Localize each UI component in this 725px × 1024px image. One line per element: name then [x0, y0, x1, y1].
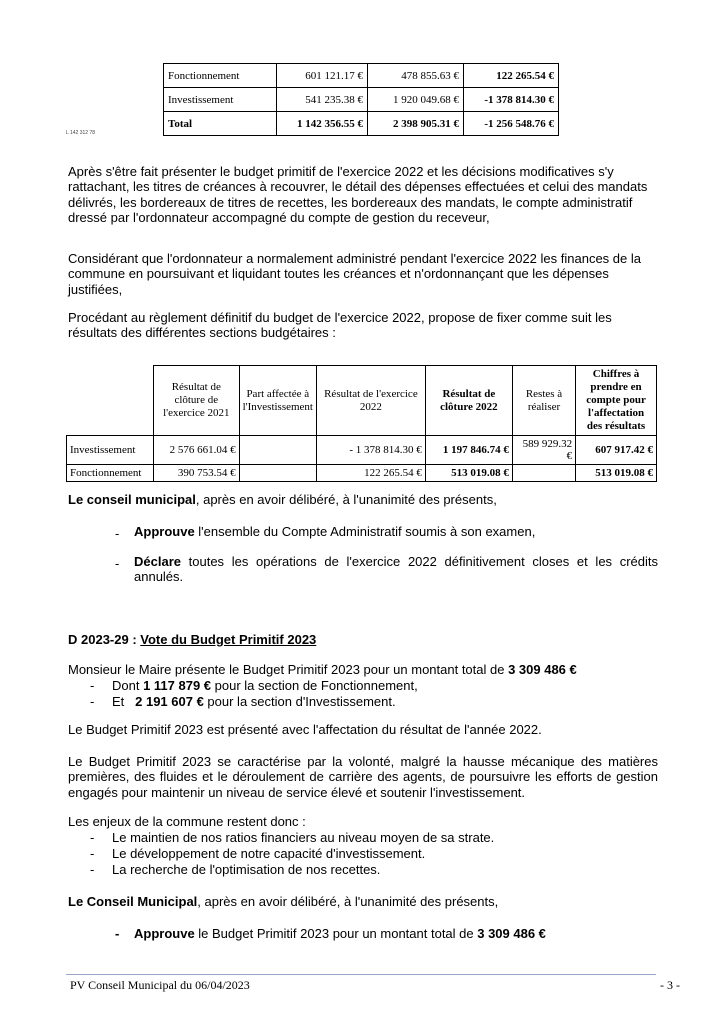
budget-item-amount: 1 117 879 € [143, 678, 212, 693]
table-cell: 1 197 846.74 € [425, 436, 512, 465]
table-header-row [67, 366, 657, 436]
dash-bullet: - [115, 556, 120, 571]
budget-item-text: pour la section d'Investissement. [203, 694, 396, 709]
table-cell: 513 019.08 € [576, 465, 657, 482]
budget-intro [68, 662, 658, 677]
paragraph-procedant: Procédant au règlement définitif du budget de l'exercice 2022, propose de fixer comme suit les résultats des différentes sections budgétaires : [68, 310, 612, 341]
paragraph-considerant: Considérant que l'ordonnateur a normalement administré pendant l'exercice 2022 les finances de la commune en poursuivant et liquidant toutes les créances et n'ordonnançant que les dépenses justifiées, [68, 251, 641, 297]
decision-bold: Déclare [134, 554, 181, 569]
enjeu-item: Le maintien de nos ratios financiers au niveau moyen de sa strate. [112, 830, 495, 845]
enjeu-item: La recherche de l'optimisation de nos recettes. [112, 862, 381, 877]
decision-approuve-budget [134, 926, 546, 941]
table-cell: -1 378 814.30 € [464, 88, 559, 112]
table-cell: 1 920 049.68 € [368, 88, 464, 112]
council-statement-2 [68, 894, 658, 909]
table-cell: 2 398 905.31 € [368, 112, 464, 136]
paragraph-caracterise: Le Budget Primitif 2023 se caractérise par la volonté, malgré la hausse mécanique des matières premières, des fluides et le déroulement de carrière des agents, de poursuivre les efforts de gestion engagés pour maintenir un niveau de service élevé et soutenir l'investissement. [68, 754, 658, 800]
table-cell: 478 855.63 € [368, 64, 464, 88]
summary-table [163, 63, 559, 136]
total-row [164, 112, 559, 136]
table-cell: -1 256 548.76 € [464, 112, 559, 136]
dash-bullet: - [90, 830, 95, 845]
header-empty [67, 366, 154, 436]
decision-text: toutes les opérations de l'exercice 2022 définitivement closes et les crédits annulés. [134, 554, 658, 585]
header-cell: Résultat de clôture de l'exercice 2021 [153, 366, 239, 436]
section-id: D 2023-29 : [68, 632, 141, 647]
decision-approuve [134, 524, 658, 539]
table-cell: 607 917.42 € [576, 436, 657, 465]
table-cell [512, 465, 575, 482]
dash-bullet: - [90, 862, 95, 877]
section-title: Vote du Budget Primitif 2023 [140, 632, 317, 647]
section-heading [68, 632, 658, 647]
row-label: Fonctionnement [67, 465, 154, 482]
decision-bold: Approuve [134, 524, 195, 539]
decision-bold: Approuve [134, 926, 195, 941]
table-cell: 541 235.38 € [277, 88, 368, 112]
budget-total: 3 309 486 € [508, 662, 577, 677]
dash-bullet: - [90, 846, 95, 861]
row-label: Investissement [67, 436, 154, 465]
table-row [164, 88, 559, 112]
enjeu-item: Le développement de notre capacité d'investissement. [112, 846, 426, 861]
decision-text: le Budget Primitif 2023 pour un montant total de [194, 926, 478, 941]
council-bold: Le conseil municipal [68, 492, 196, 507]
table-cell: 1 142 356.55 € [277, 112, 368, 136]
council-statement-1 [68, 492, 658, 507]
table-row [164, 64, 559, 88]
header-cell: Résultat de clôture 2022 [425, 366, 512, 436]
council-text: , après en avoir délibéré, à l'unanimité des présents, [195, 492, 497, 507]
table-cell: 601 121.17 € [277, 64, 368, 88]
table-cell: 122 265.54 € [464, 64, 559, 88]
budget-item [112, 678, 418, 693]
dash-bullet: - [90, 694, 95, 709]
table-cell: 589 929.32 € [512, 436, 575, 465]
dash-bullet: - [115, 926, 120, 941]
decision-text: l'ensemble du Compte Administratif soumis à son examen, [194, 524, 536, 539]
budget-item-amount: 2 191 607 € [135, 694, 204, 709]
table-cell [239, 436, 316, 465]
table-cell [239, 465, 316, 482]
header-cell: Part affectée à l'Investissement [239, 366, 316, 436]
budget-item-text: pour la section de Fonctionnement, [211, 678, 418, 693]
table-cell: - 1 378 814.30 € [317, 436, 426, 465]
dash-bullet: - [90, 678, 95, 693]
header-cell: Restes à réaliser [512, 366, 575, 436]
row-label: Fonctionnement [164, 64, 277, 88]
reference-mark: L 142 312 78 [66, 130, 96, 136]
budget-item-prefix: Et [112, 694, 136, 709]
enjeux-intro: Les enjeux de la commune restent donc : [68, 814, 306, 829]
decision-declare [134, 554, 658, 585]
table-row [67, 465, 657, 482]
footer-divider [66, 974, 656, 975]
header-cell: Chiffres à prendre en compte pour l'affectation des résultats [576, 366, 657, 436]
table-cell: 2 576 661.04 € [153, 436, 239, 465]
header-cell: Résultat de l'exercice 2022 [317, 366, 426, 436]
paragraph-presentation: Après s'être fait présenter le budget primitif de l'exercice 2022 et les décisions modificatives s'y rattachant, les titres de créances à recouvrer, le détail des dépenses effectuées et celui des mandats délivrés, les bordereaux de titres de recettes, les bordereaux des mandats, le compte administratif dressé par l'ordonnateur accompagné du compte de gestion du receveur, [68, 164, 648, 225]
council-text: , après en avoir délibéré, à l'unanimité des présents, [197, 894, 499, 909]
table-cell: 122 265.54 € [317, 465, 426, 482]
decision-amount: 3 309 486 € [477, 926, 546, 941]
table-row [67, 436, 657, 465]
results-table [66, 365, 657, 482]
council-bold: Le Conseil Municipal [68, 894, 198, 909]
table-cell: 513 019.08 € [425, 465, 512, 482]
table-cell: 390 753.54 € [153, 465, 239, 482]
budget-item-prefix: Dont [112, 678, 144, 693]
row-label: Total [164, 112, 277, 136]
paragraph-affectation: Le Budget Primitif 2023 est présenté avec l'affectation du résultat de l'année 2022. [68, 722, 542, 737]
footer-title: PV Conseil Municipal du 06/04/2023 [70, 978, 250, 992]
budget-intro-text: Monsieur le Maire présente le Budget Primitif 2023 pour un montant total de [68, 662, 509, 677]
row-label: Investissement [164, 88, 277, 112]
page-number: - 3 - [660, 978, 680, 992]
budget-item [112, 694, 396, 709]
dash-bullet: - [115, 526, 120, 541]
